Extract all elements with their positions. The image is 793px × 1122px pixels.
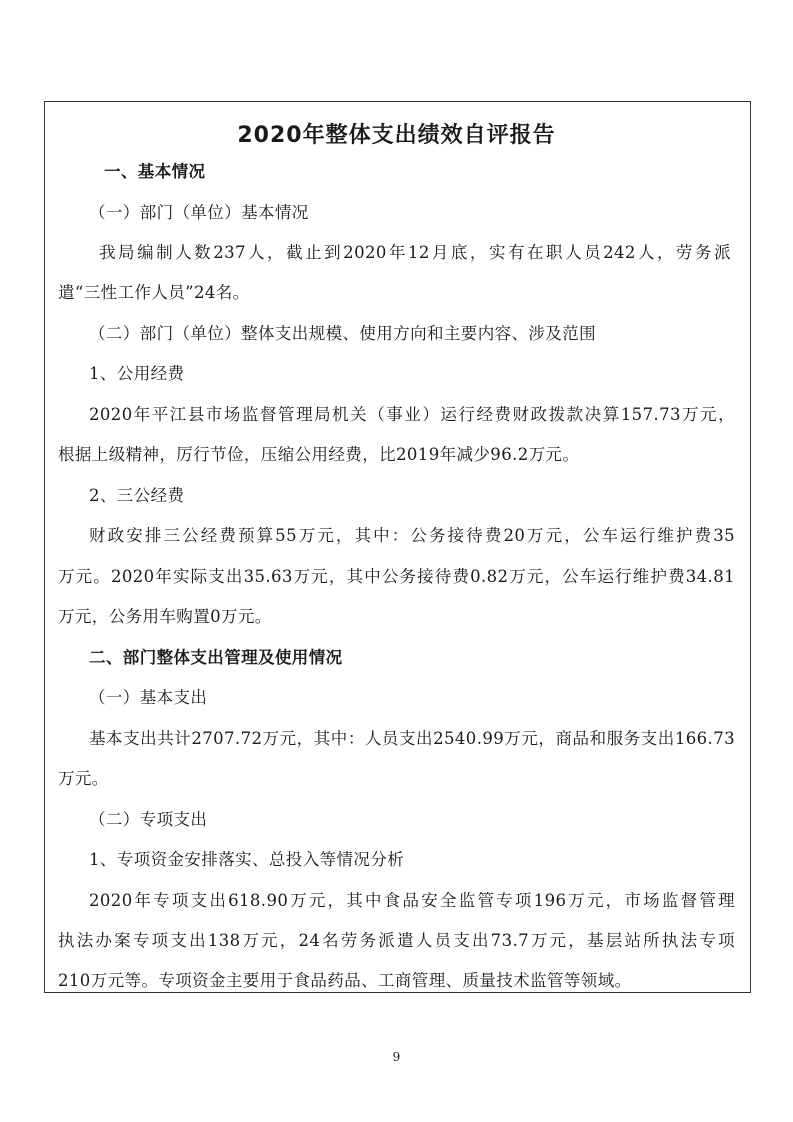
paragraph-line: 基本支出共计2707.72万元，其中：人员支出2540.99万元，商品和服务支出166.73 bbox=[89, 729, 735, 748]
paragraph-line: 210万元等。专项资金主要用于食品药品、工商管理、质量技术监管等领域。 bbox=[58, 971, 632, 990]
subsection-1-2-heading: （二）部门（单位）整体支出规模、使用方向和主要内容、涉及范围 bbox=[89, 324, 596, 343]
page-number: 9 bbox=[392, 1050, 401, 1064]
report-title: 2020年整体支出绩效自评报告 bbox=[237, 123, 556, 148]
paragraph-line: 万元。 bbox=[58, 769, 109, 788]
paragraph-line: 万元。2020年实际支出35.63万元，其中公务接待费0.82万元，公车运行维护费34.81 bbox=[58, 567, 735, 586]
paragraph-line: 我局编制人数237人，截止到2020年12月底，实有在职人员242人，劳务派 bbox=[99, 243, 731, 262]
section-2-heading: 二、部门整体支出管理及使用情况 bbox=[89, 648, 343, 667]
paragraph-line: 根据上级精神，厉行节俭，压缩公用经费，比2019年减少96.2万元。 bbox=[58, 445, 580, 464]
item-heading: 1、公用经费 bbox=[89, 364, 185, 383]
paragraph-line: 执法办案专项支出138万元，24名劳务派遣人员支出73.7万元，基层站所执法专项 bbox=[58, 931, 735, 950]
subsection-2-2-heading: （二）专项支出 bbox=[89, 810, 208, 829]
subsection-1-1-heading: （一）部门（单位）基本情况 bbox=[89, 203, 309, 222]
section-1-heading: 一、基本情况 bbox=[104, 162, 206, 181]
paragraph-line: 万元，公务用车购置0万元。 bbox=[58, 607, 272, 626]
paragraph-line: 2020年专项支出618.90万元，其中食品安全监管专项196万元，市场监督管理 bbox=[89, 891, 735, 910]
paragraph-line: 2020年平江县市场监督管理局机关（事业）运行经费财政拨款决算157.73万元， bbox=[89, 405, 735, 424]
subsection-2-1-heading: （一）基本支出 bbox=[89, 688, 208, 707]
item-heading: 1、专项资金安排落实、总投入等情况分析 bbox=[89, 850, 405, 869]
paragraph-line: 遣“三性工作人员”24名。 bbox=[58, 283, 250, 302]
paragraph-line: 财政安排三公经费预算55万元，其中：公务接待费20万元，公车运行维护费35 bbox=[89, 526, 735, 545]
item-heading: 2、三公经费 bbox=[89, 486, 185, 505]
